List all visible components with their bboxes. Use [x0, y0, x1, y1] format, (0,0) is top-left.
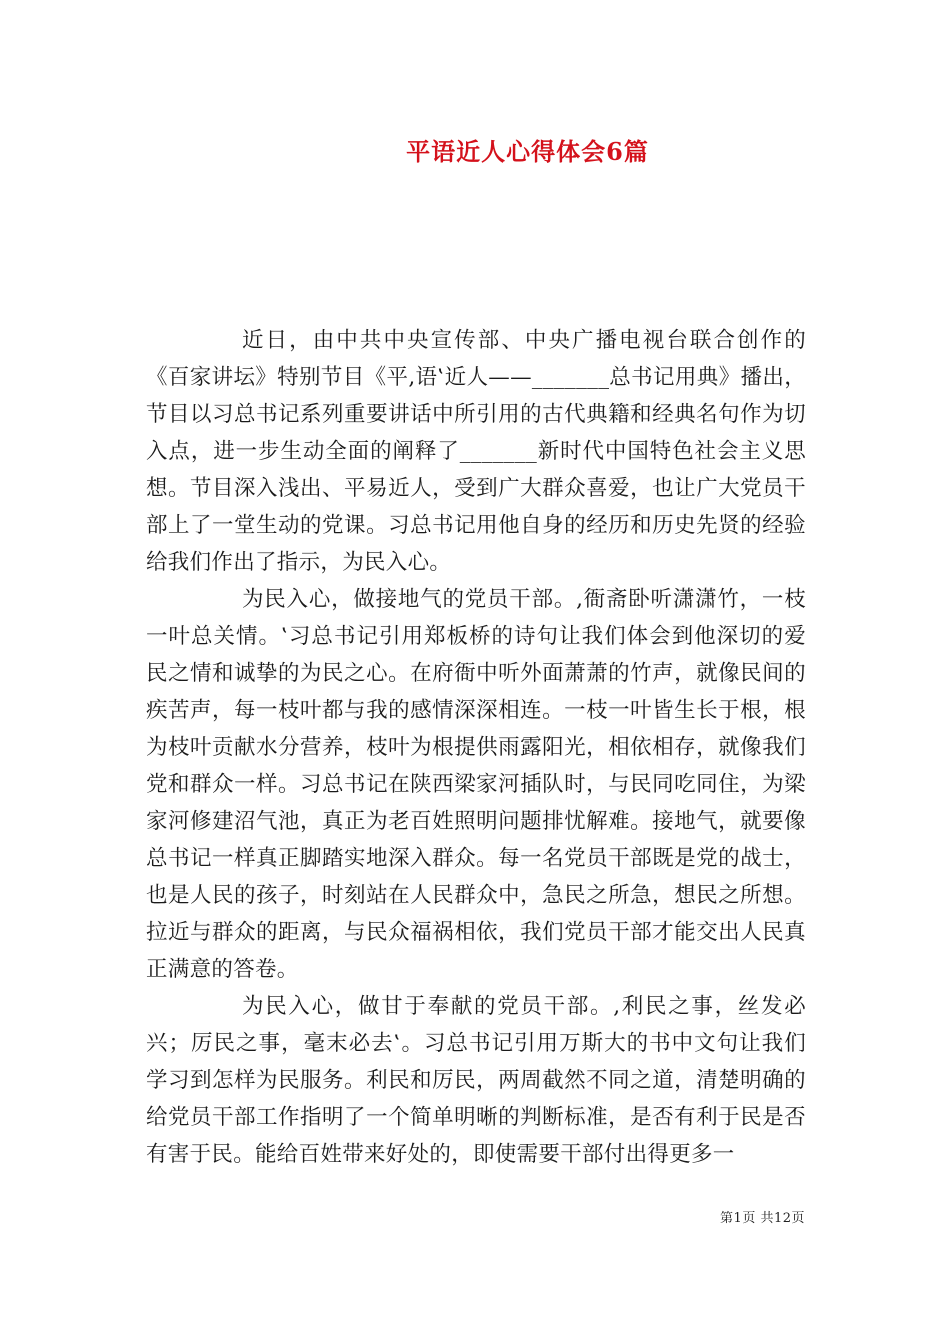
paragraph: 近日，由中共中央宣传部、中央广播电视台联合创作的《百家讲坛》特别节目《平,语‛近人——_______总书记用典》播出，节目以习总书记系列重要讲话中所引用的古代典籍和经典名句作为切入点，进一步生动全面的阐释了_______新时代中国特色社会主义思想。节目深入浅出、平易近人，受到广大群众喜爱，也让广大党员干部上了一堂生动的党课。习总书记用他自身的经历和历史先贤的经验给我们作出了指示，为民入心。: [146, 328, 806, 575]
paragraph: 为民入心，做甘于奉献的党员干部。,利民之事，丝发必兴；厉民之事，毫末必去‛。习总书记引用万斯大的书中文句让我们学习到怎样为民服务。利民和厉民，两周截然不同之道，清楚明确的给党员干部工作指明了一个简单明晰的判断标准，是否有利于民是否有害于民。能给百姓带来好处的，即使需要干部付出得更多一: [146, 994, 806, 1167]
page-number-footer: 第1页 共12页: [720, 1211, 805, 1226]
paragraph: 为民入心，做接地气的党员干部。,衙斋卧听潇潇竹，一枝一叶总关情。‛习总书记引用郑板桥的诗句让我们体会到他深切的爱民之情和诚挚的为民之心。在府衙中听外面萧萧的竹声，就像民间的疾苦声，每一枝叶都与我的感情深深相连。一枝一叶皆生长于根，根为枝叶贡献水分营养，枝叶为根提供雨露阳光，相依相存，就像我们党和群众一样。习总书记在陕西梁家河插队时，与民同吃同住，为梁家河修建沼气池，真正为老百姓照明问题排忧解难。接地气，就要像总书记一样真正脚踏实地深入群众。每一名党员干部既是党的战士，也是人民的孩子，时刻站在人民群众中，急民之所急，想民之所想。拉近与群众的距离，与民众福祸相依，我们党员干部才能交出人民真正满意的答卷。: [146, 587, 806, 982]
document-title: 平语近人心得体会6篇: [406, 137, 649, 166]
document-body: [146, 322, 806, 1173]
